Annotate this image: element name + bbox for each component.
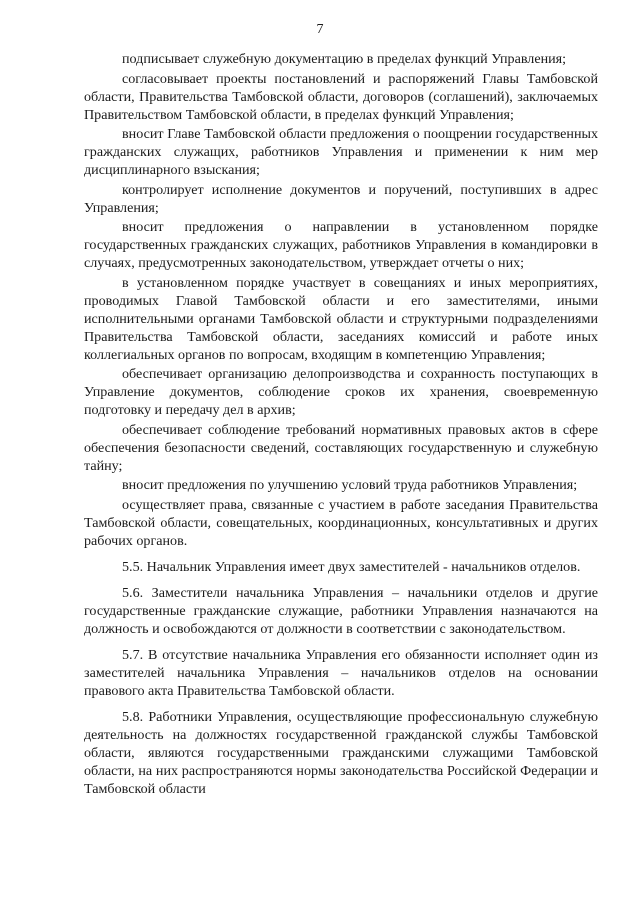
paragraph-sign-documentation: подписывает служебную документацию в пределах функций Управления; <box>122 51 567 67</box>
paragraph-approve-drafts: согласовывает проекты постановлений и распоряжений Главы Тамбовской области, Правительства Тамбовской области, договоров (соглашений), заключаемых Правительством Тамбовской области, в пределах функций Управления; <box>84 70 598 123</box>
paragraph-meetings-participation: в установленном порядке участвует в совещаниях и иных мероприятиях, проводимых Главой Тамбовской области и его заместителями, иными исполнительными органами Тамбовской области и структурными подразделениями Правительства Тамбовской области, заседаниях комиссий и работе иных коллегиальных органов по вопросам, входящим в компетенцию Управления; <box>84 274 598 363</box>
paragraph-section-5-5: 5.5. Начальник Управления имеет двух заместителей - начальников отделов. <box>122 558 581 575</box>
paragraph-business-trips: вносит предложения о направлении в установленном порядке государственных гражданских служащих, работников Управления в командировки в случаях, предусмотренных законодательством, утверждает отчеты о них; <box>84 219 598 271</box>
paragraph-working-conditions: вносит предложения по улучшению условий труда работников Управления; <box>122 477 578 493</box>
paragraph-records-management: обеспечивает организацию делопроизводства и сохранность поступающих в Управление документов, соблюдение сроков их хранения, своевременную подготовку и передачу дел в архив; <box>84 366 598 418</box>
paragraph-section-5-6: 5.6. Заместители начальника Управления – начальники отделов и другие государственные гражданские служащие, работники Управления назначаются на должность и освобождаются от должности в соответствии с законодательством. <box>84 584 598 637</box>
paragraph-control-execution: контролирует исполнение документов и поручений, поступивших в адрес Управления; <box>84 181 598 216</box>
paragraph-exercise-rights: осуществляет права, связанные с участием в работе заседания Правительства Тамбовской области, совещательных, координационных, консультативных и других рабочих органов. <box>84 496 598 549</box>
paragraph-information-security: обеспечивает соблюдение требований нормативных правовых актов в сфере обеспечения безопасности сведений, составляющих государственную и служебную тайну; <box>84 421 598 474</box>
paragraph-incentive-proposals: вносит Главе Тамбовской области предложения о поощрении государственных гражданских служащих, работников Управления и применении к ним мер дисциплинарного взыскания; <box>84 126 598 178</box>
paragraph-section-5-8: 5.8. Работники Управления, осуществляющие профессиональную служебную деятельность на должностях государственной гражданской службы Тамбовской области, являются государственными гражданскими служащими Тамбовской области, на них распространяются нормы законодательства Российской Федерации и Тамбовской области <box>84 708 598 797</box>
page-number: 7 <box>316 22 324 37</box>
document-body <box>84 50 598 799</box>
paragraph-section-5-7: 5.7. В отсутствие начальника Управления его обязанности исполняет один из заместителей начальника Управления – начальников отделов на основании правового акта Правительства Тамбовской области. <box>84 646 598 699</box>
